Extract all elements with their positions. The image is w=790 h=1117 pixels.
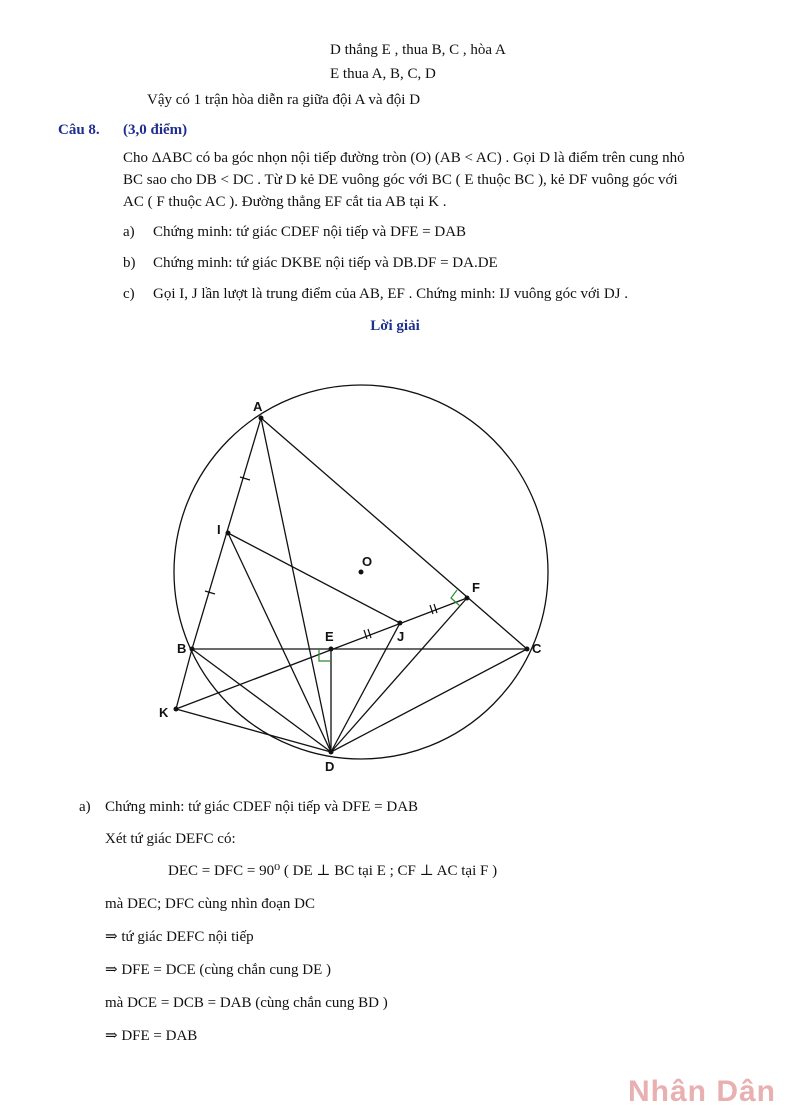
part-c-text: Gọi I, J lần lượt là trung điểm của AB, EF . Chứng minh: IJ vuông góc với DJ . <box>153 286 629 302</box>
label-d: D <box>325 759 335 774</box>
segment-dj <box>331 623 400 752</box>
solution-line-1: Xét tứ giác DEFC có: <box>105 831 236 847</box>
question-stem-1: Cho ΔABC có ba góc nhọn nội tiếp đường tròn (O) (AB < AC) . Gọi D là điểm trên cung nhỏ <box>123 150 685 166</box>
solution-line-2: DEC = DFC = 90⁰ ( DE ⊥ BC tại E ; CF ⊥ AC tại F ) <box>168 863 498 879</box>
solution-title: Lời giải <box>370 318 420 334</box>
segment-db <box>192 649 331 752</box>
part-a-text: Chứng minh: tứ giác CDEF nội tiếp và DFE = DAB <box>153 224 467 240</box>
label-e: E <box>325 629 334 644</box>
segment-ij <box>228 533 400 623</box>
segment-di <box>228 533 331 752</box>
top-line-2: E thua A, B, C, D <box>330 66 436 82</box>
label-k: K <box>159 705 169 720</box>
part-a-label: a) <box>123 224 135 240</box>
solution-a-title: Chứng minh: tứ giác CDEF nội tiếp và DFE = DAB <box>105 799 419 815</box>
solution-line-4: ⇒ tứ giác DEFC nội tiếp <box>105 929 254 945</box>
label-a: A <box>253 399 263 414</box>
solution-line-7: ⇒ DFE = DAB <box>105 1028 198 1044</box>
solution-line-5: ⇒ DFE = DCE (cùng chắn cung DE ) <box>105 962 331 978</box>
top-line-1: D thắng E , thua B, C , hòa A <box>330 42 506 58</box>
question-stem-3: AC ( F thuộc AC ). Đường thẳng EF cắt tia AB tại K . <box>123 194 447 210</box>
solution-line-3: mà DEC; DFC cùng nhìn đoạn DC <box>105 896 315 912</box>
question-points: (3,0 điểm) <box>123 122 188 138</box>
part-b-label: b) <box>123 255 136 271</box>
segment-kf <box>176 598 467 709</box>
label-j: J <box>397 629 405 644</box>
segment-bk <box>176 649 192 709</box>
part-b-text: Chứng minh: tứ giác DKBE nội tiếp và DB.DF = DA.DE <box>153 255 498 271</box>
watermark-logo: Nhân Dân <box>627 1075 776 1108</box>
label-f: F <box>472 580 480 595</box>
solution-a-label: a) <box>79 799 91 815</box>
label-i: I <box>217 522 221 537</box>
label-c: C <box>532 641 542 656</box>
label-o: O <box>362 554 373 569</box>
question-stem-2: BC sao cho DB < DC . Từ D kẻ DE vuông góc với BC ( E thuộc BC ), kẻ DF vuông góc với <box>123 172 678 188</box>
label-b: B <box>177 641 187 656</box>
question-number: Câu 8. <box>58 122 100 138</box>
top-line-3: Vậy có 1 trận hòa diễn ra giữa đội A và đội D <box>147 92 421 108</box>
segment-ac <box>261 418 527 649</box>
segment-dk <box>176 709 331 752</box>
segment-da <box>261 418 331 752</box>
solution-line-6: mà DCE = DCB = DAB (cùng chắn cung BD ) <box>105 995 388 1011</box>
part-c-label: c) <box>123 286 135 302</box>
